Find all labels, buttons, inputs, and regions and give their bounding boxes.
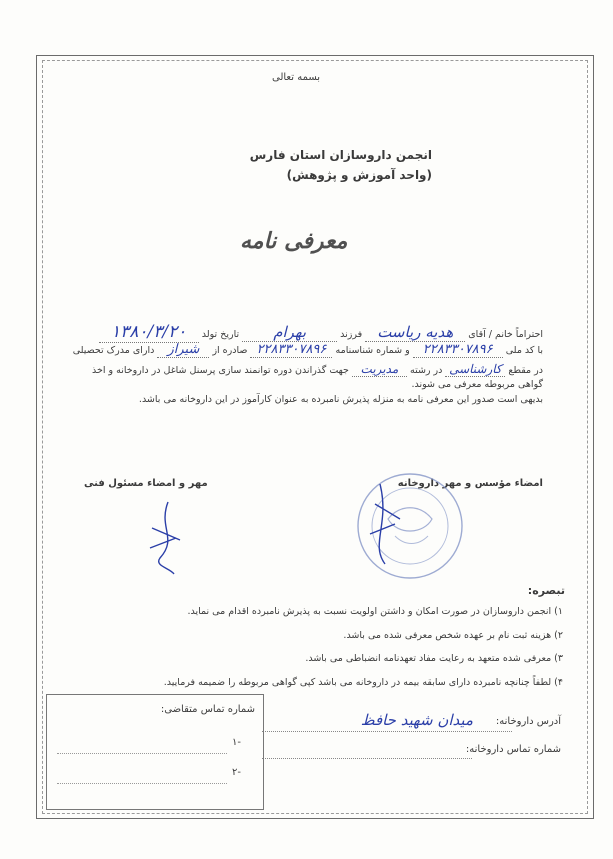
letter-line-3	[92, 362, 543, 377]
address-line	[262, 731, 512, 732]
applicant-line-1: -۱	[232, 737, 241, 748]
applicant-box-title: شماره تماس متقاضی:	[160, 704, 255, 715]
letter-line-4: گواهی مربوطه معرفی می شوند.	[411, 379, 543, 390]
address-value: میدان شهید حافظ	[360, 711, 473, 729]
field-of-study: مدیریت	[360, 362, 399, 376]
technical-signature-label: مهر و امضاء مسئول فنی	[84, 478, 208, 489]
founder-signature-label: امضاء مؤسس و مهر داروخانه	[397, 478, 543, 489]
id-label: و شماره شناسنامه	[335, 345, 410, 356]
basmala: بسمه تعالی	[272, 72, 321, 83]
phone-label: شماره تماس داروخانه:	[465, 744, 561, 755]
org-unit: (واحد آموزش و پژوهش)	[286, 168, 432, 182]
phone-line	[262, 758, 472, 759]
letter-line-2	[73, 342, 543, 358]
line2-prefix: با کد ملی	[505, 345, 543, 356]
org-name: انجمن داروسازان استان فارس	[249, 148, 432, 162]
line1-prefix: احتراماً خانم / آقای	[468, 329, 543, 340]
birth-date-label: تاریخ تولد	[201, 329, 240, 340]
address-label: آدرس داروخانه:	[495, 716, 561, 727]
issued-city: شیراز	[167, 342, 200, 357]
technical-signature	[140, 498, 190, 578]
degree-label: دارای مدرک تحصیلی	[72, 345, 155, 356]
applicant-phone-box	[46, 694, 264, 810]
applicant-line-1-rule	[57, 753, 227, 754]
note-item-2: ۲) هزینه ثبت نام بر عهده شخص معرفی شده می باشد.	[343, 630, 563, 641]
note-item-1: ۱) انجمن داروسازان در صورت امکان و داشتن اولویت نسبت به پذیرش نامبرده اقدام می نماید.	[187, 606, 563, 617]
letter-title: معرفی نامه	[240, 228, 348, 254]
father-name: بهرام	[273, 323, 307, 341]
child-of-label: فرزند	[340, 329, 363, 340]
applicant-line-2-rule	[57, 783, 227, 784]
issued-label: صادره از	[212, 345, 248, 356]
id-number: ۲۲۸۳۳۰۷۸۹۶	[256, 342, 327, 357]
degree-level: کارشناسی	[449, 362, 502, 376]
person-name: هدیه ریاست	[377, 323, 454, 341]
note-item-3: ۳) معرفی شده متعهد به رعایت مفاد تعهدنامه انضباطی می باشد.	[305, 653, 563, 664]
national-code: ۲۲۸۳۳۰۷۸۹۶	[422, 342, 493, 357]
note-item-4: ۴) لطفاً چنانچه نامبرده دارای سابقه بیمه در داروخانه می باشد کپی گواهی مربوطه را ضمیمه فرمایید.	[163, 677, 563, 688]
letter-line-5: بدیهی است صدور این معرفی نامه به منزله پذیرش نامبرده به عنوان کارآموز در این داروخانه می باشد.	[138, 394, 543, 405]
letter-line-1	[99, 322, 543, 343]
field-label: در رشته	[409, 365, 443, 376]
line3-prefix: در مقطع	[508, 365, 543, 376]
notes-heading: تبصره:	[527, 584, 565, 597]
birth-date: ۱۳۸۰/۳/۲۰	[111, 322, 187, 342]
pharmacy-stamp	[350, 464, 470, 589]
line3-suffix: جهت گذراندن دوره توانمند سازی پرسنل شاغل در داروخانه و اخذ	[91, 365, 349, 376]
applicant-line-2: -۲	[232, 767, 241, 778]
